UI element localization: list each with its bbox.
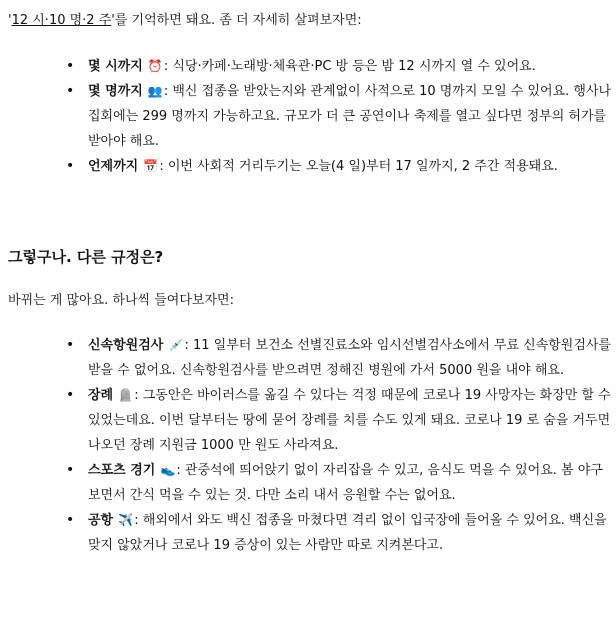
bullet-dot: • <box>66 387 75 403</box>
list-item <box>66 383 612 458</box>
list-item <box>66 333 612 383</box>
change-text: : 그동안은 바이러스를 옮길 수 있다는 걱정 때문에 코로나 19 사망자는 화장만 할 수 있었는데요. 이번 달부터는 땅에 묻어 장례를 치를 수도 있게 돼요. 코로나 19 로 숨을 거두면 나오던 장례 지원금 1000 만 원도 사라져요. <box>88 388 611 453</box>
bullet-dot: • <box>66 83 75 99</box>
section-subheading: 바뀌는 게 많아요. 하나씩 들여다보자면: <box>8 293 234 308</box>
list-item <box>66 508 612 558</box>
rule-text: : 이번 사회적 거리두기는 오늘(4 일)부터 17 일까지, 2 주간 적용돼요. <box>159 159 558 174</box>
calendar-icon: 📅 <box>143 159 159 173</box>
rule-title: 몇 명까지 <box>88 84 143 99</box>
intro-quote-open: ' <box>8 13 12 28</box>
bullet-dot: • <box>66 58 75 74</box>
rules-list <box>66 54 612 179</box>
list-item <box>66 79 612 154</box>
bullet-dot: • <box>66 512 75 528</box>
list-item <box>66 54 612 79</box>
change-title: 신속항원검사 <box>88 338 164 353</box>
bullet-dot: • <box>66 462 75 478</box>
rule-title: 언제까지 <box>88 159 139 174</box>
rule-text: : 식당·카페·노래방·체육관·PC 방 등은 밤 12 시까지 열 수 있어요. <box>163 59 536 74</box>
list-item <box>66 154 612 179</box>
airplane-icon: ✈️ <box>118 513 134 527</box>
people-icon: 👥 <box>147 84 163 98</box>
alarm-clock-icon: ⏰ <box>147 59 163 73</box>
sneaker-icon: 👟 <box>160 463 176 477</box>
changes-list <box>66 333 612 558</box>
syringe-icon: 💉 <box>168 338 184 352</box>
section-heading: 그렇구나. 다른 규정은? <box>8 248 164 266</box>
intro-keyword: 12 시·10 명·2 주 <box>11 13 112 28</box>
change-text: : 관중석에 띄어앉기 없이 자리잡을 수 있고, 음식도 먹을 수 있어요. 봄 야구 보면서 간식 먹을 수 있는 것. 다만 소리 내서 응원할 수는 없어요. <box>88 463 603 503</box>
intro-rest: 를 기억하면 돼요. 좀 더 자세히 살펴보자면: <box>114 13 362 28</box>
intro-quote-close: ' <box>111 13 115 28</box>
rule-title: 몇 시까지 <box>88 59 143 74</box>
bullet-dot: • <box>66 158 75 174</box>
rule-text: : 백신 접종을 받았는지와 관계없이 사적으로 10 명까지 모일 수 있어요. 행사나 집회에는 299 명까지 가능하고요. 규모가 더 큰 공연이나 축제를 열고 싶다면 정부의 허가를 받아야 해요. <box>88 84 612 149</box>
change-text: : 11 일부터 보건소 선별진료소와 임시선별검사소에서 무료 신속항원검사를 받을 수 없어요. 신속항원검사를 받으려면 정해진 병원에 가서 5000 원을 내야 해요. <box>88 338 612 378</box>
change-text: : 해외에서 와도 백신 접종을 마쳤다면 격리 없이 입국장에 들어올 수 있어요. 백신을 맞지 않았거나 코로나 19 증상이 있는 사람만 따로 지켜본다고. <box>88 513 607 553</box>
headstone-icon: 🪦 <box>118 388 134 402</box>
change-title: 공항 <box>88 513 114 528</box>
change-title: 스포츠 경기 <box>88 463 156 478</box>
intro-paragraph <box>8 10 362 32</box>
bullet-dot: • <box>66 337 75 353</box>
change-title: 장례 <box>88 388 114 403</box>
list-item <box>66 458 612 508</box>
